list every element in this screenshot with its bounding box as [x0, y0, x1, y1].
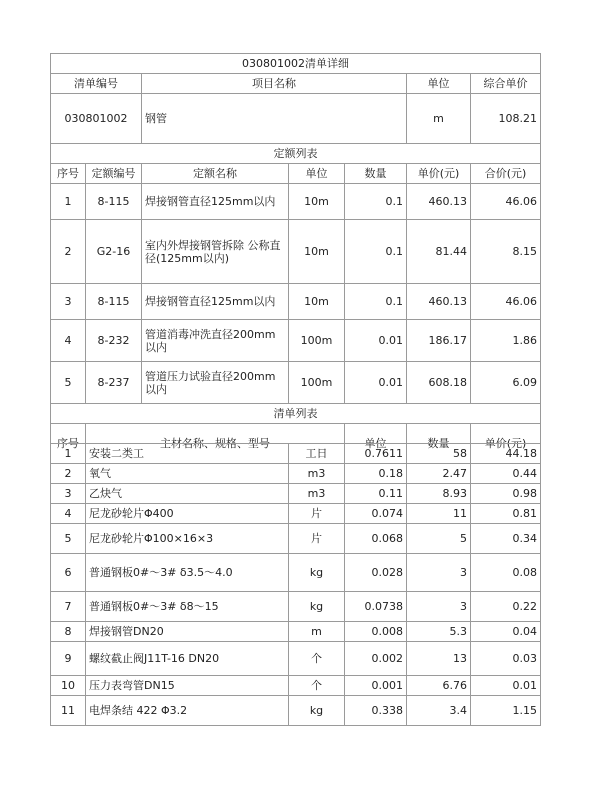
- material-price: 13: [407, 642, 471, 676]
- quota-name: 焊接钢管直径125mm以内: [142, 284, 289, 320]
- material-price: 8.93: [407, 484, 471, 504]
- quota-no: 5: [51, 362, 86, 404]
- material-unit: kg: [289, 696, 345, 726]
- quota-total: 8.15: [471, 220, 541, 284]
- material-row: [51, 622, 541, 642]
- material-row: [51, 444, 541, 464]
- detail-table: [50, 53, 541, 464]
- quota-name: 焊接钢管直径125mm以内: [142, 184, 289, 220]
- material-qty: 0.074: [345, 504, 407, 524]
- quota-header-cell: 数量: [345, 164, 407, 184]
- material-unit: 个: [289, 676, 345, 696]
- material-row: [51, 676, 541, 696]
- material-row: [51, 696, 541, 726]
- quota-header-cell: 定额编号: [86, 164, 142, 184]
- quota-unit: 10m: [289, 220, 345, 284]
- quota-code: 8-115: [86, 184, 142, 220]
- quota-name: 管道压力试验直径200mm以内: [142, 362, 289, 404]
- materials-header-cell: 数量: [407, 424, 471, 464]
- material-price: 3: [407, 554, 471, 592]
- quota-no: 2: [51, 220, 86, 284]
- material-no: 4: [51, 504, 86, 524]
- material-total: 0.98: [471, 484, 541, 504]
- materials-table: [50, 443, 541, 726]
- material-total: 0.08: [471, 554, 541, 592]
- material-total: 0.22: [471, 592, 541, 622]
- material-no: 8: [51, 622, 86, 642]
- material-qty: 0.0738: [345, 592, 407, 622]
- material-no: 11: [51, 696, 86, 726]
- material-no: 2: [51, 464, 86, 484]
- quota-header-cell: 序号: [51, 164, 86, 184]
- material-name: 普通钢板0#～3# δ3.5～4.0: [86, 554, 289, 592]
- quota-total: 6.09: [471, 362, 541, 404]
- table-title: 030801002清单详细: [51, 54, 541, 74]
- quota-no: 3: [51, 284, 86, 320]
- quota-row: [51, 220, 541, 284]
- material-name: 焊接钢管DN20: [86, 622, 289, 642]
- quota-price: 608.18: [407, 362, 471, 404]
- material-total: 0.01: [471, 676, 541, 696]
- header-col-price: 综合单价: [471, 74, 541, 94]
- quota-qty: 0.1: [345, 284, 407, 320]
- quota-unit: 10m: [289, 284, 345, 320]
- material-price: 6.76: [407, 676, 471, 696]
- quota-row: [51, 362, 541, 404]
- material-qty: 0.008: [345, 622, 407, 642]
- quota-section-title: 定额列表: [51, 144, 541, 164]
- material-qty: 0.11: [345, 484, 407, 504]
- material-name: 氧气: [86, 464, 289, 484]
- material-unit: kg: [289, 592, 345, 622]
- material-total: 0.44: [471, 464, 541, 484]
- quota-total: 46.06: [471, 184, 541, 220]
- material-no: 9: [51, 642, 86, 676]
- quota-total: 1.86: [471, 320, 541, 362]
- materials-section-title: 清单列表: [51, 404, 541, 424]
- quota-row: [51, 284, 541, 320]
- material-unit: m3: [289, 464, 345, 484]
- material-total: 0.03: [471, 642, 541, 676]
- quota-header-row: [51, 164, 541, 184]
- material-no: 5: [51, 524, 86, 554]
- material-price: 3.4: [407, 696, 471, 726]
- quota-code: 8-115: [86, 284, 142, 320]
- material-price: 58: [407, 444, 471, 464]
- quota-header-cell: 定额名称: [142, 164, 289, 184]
- material-no: 1: [51, 444, 86, 464]
- material-unit: 工日: [289, 444, 345, 464]
- material-name: 电焊条结 422 Φ3.2: [86, 696, 289, 726]
- material-name: 尼龙砂轮片Φ400: [86, 504, 289, 524]
- material-no: 6: [51, 554, 86, 592]
- material-price: 5: [407, 524, 471, 554]
- quota-unit: 100m: [289, 320, 345, 362]
- header-col-code: 清单编号: [51, 74, 142, 94]
- quota-qty: 0.01: [345, 320, 407, 362]
- material-row: [51, 592, 541, 622]
- material-qty: 0.068: [345, 524, 407, 554]
- materials-header-cell: 单位: [345, 424, 407, 464]
- quota-code: G2-16: [86, 220, 142, 284]
- material-total: 1.15: [471, 696, 541, 726]
- quota-price: 186.17: [407, 320, 471, 362]
- material-total: 0.81: [471, 504, 541, 524]
- material-total: 0.34: [471, 524, 541, 554]
- material-unit: 个: [289, 642, 345, 676]
- quota-no: 1: [51, 184, 86, 220]
- quota-price: 81.44: [407, 220, 471, 284]
- material-row: [51, 464, 541, 484]
- material-price: 3: [407, 592, 471, 622]
- material-unit: 片: [289, 504, 345, 524]
- quota-header-cell: 单价(元): [407, 164, 471, 184]
- material-price: 5.3: [407, 622, 471, 642]
- material-unit: m: [289, 622, 345, 642]
- material-row: [51, 504, 541, 524]
- quota-qty: 0.01: [345, 362, 407, 404]
- material-no: 10: [51, 676, 86, 696]
- material-unit: 片: [289, 524, 345, 554]
- quota-code: 8-237: [86, 362, 142, 404]
- material-row: [51, 554, 541, 592]
- quota-name: 室内外焊接钢管拆除 公称直径(125mm以内): [142, 220, 289, 284]
- item-name: 钢管: [142, 94, 407, 144]
- quota-total: 46.06: [471, 284, 541, 320]
- quota-unit: 100m: [289, 362, 345, 404]
- quota-qty: 0.1: [345, 220, 407, 284]
- quota-row: [51, 320, 541, 362]
- material-name: 尼龙砂轮片Φ100×16×3: [86, 524, 289, 554]
- material-row: [51, 524, 541, 554]
- quota-row: [51, 184, 541, 220]
- header-col-unit: 单位: [407, 74, 471, 94]
- quota-header-cell: 单位: [289, 164, 345, 184]
- material-total: 44.18: [471, 444, 541, 464]
- material-price: 11: [407, 504, 471, 524]
- material-price: 2.47: [407, 464, 471, 484]
- quota-header-cell: 合价(元): [471, 164, 541, 184]
- item-code: 030801002: [51, 94, 142, 144]
- material-qty: 0.002: [345, 642, 407, 676]
- material-name: 普通钢板0#～3# δ8～15: [86, 592, 289, 622]
- header-col-name: 项目名称: [142, 74, 407, 94]
- material-name: 乙炔气: [86, 484, 289, 504]
- material-name: 螺纹截止阀J11T-16 DN20: [86, 642, 289, 676]
- material-qty: 0.338: [345, 696, 407, 726]
- quota-price: 460.13: [407, 284, 471, 320]
- quota-name: 管道消毒冲洗直径200mm以内: [142, 320, 289, 362]
- material-qty: 0.001: [345, 676, 407, 696]
- material-name: 安装二类工: [86, 444, 289, 464]
- material-qty: 0.18: [345, 464, 407, 484]
- material-unit: m3: [289, 484, 345, 504]
- item-price: 108.21: [471, 94, 541, 144]
- material-qty: 0.7611: [345, 444, 407, 464]
- material-unit: kg: [289, 554, 345, 592]
- quota-qty: 0.1: [345, 184, 407, 220]
- material-total: 0.04: [471, 622, 541, 642]
- item-unit: m: [407, 94, 471, 144]
- material-row: [51, 642, 541, 676]
- material-name: 压力表弯管DN15: [86, 676, 289, 696]
- material-no: 7: [51, 592, 86, 622]
- materials-header-cell: 单价(元): [471, 424, 541, 464]
- material-no: 3: [51, 484, 86, 504]
- material-qty: 0.028: [345, 554, 407, 592]
- quota-price: 460.13: [407, 184, 471, 220]
- quota-no: 4: [51, 320, 86, 362]
- quota-unit: 10m: [289, 184, 345, 220]
- quota-code: 8-232: [86, 320, 142, 362]
- materials-header-cell: 序号: [51, 424, 86, 464]
- material-row: [51, 484, 541, 504]
- materials-header-cell: 主材名称、规格、型号: [86, 424, 345, 464]
